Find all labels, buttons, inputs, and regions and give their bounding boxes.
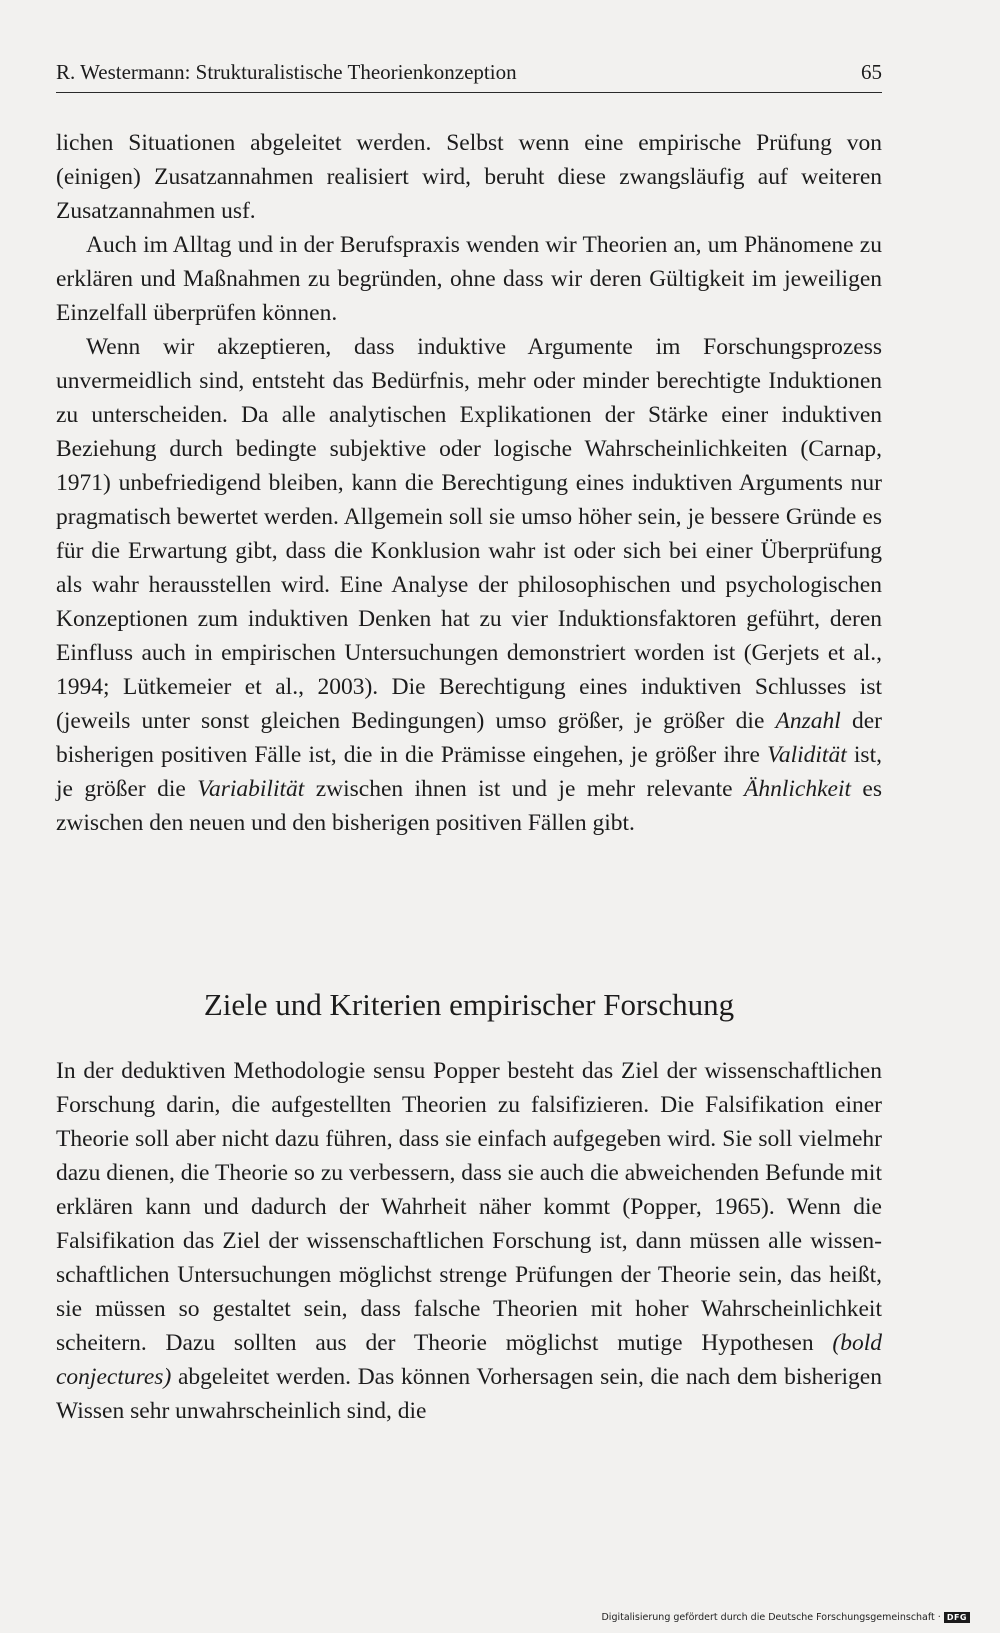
emphasis-term: Ähnlichkeit	[744, 776, 852, 802]
emphasis-term: Anzahl	[775, 708, 841, 734]
text-run: der bisherigen positiven Fälle ist, die in die Prämisse eingehen, je größer ihre	[56, 708, 882, 768]
paragraph: Auch im Alltag und in der Berufspraxis wenden wir Theorien an, um Phänomene zu erklären und Maßnahmen zu begründen, ohne dass wir deren Gültigkeit im jeweiligen Einzelfall überprüfen können.	[56, 232, 882, 326]
text-run: es zwischen den neuen und den bisherigen positiven Fällen gibt.	[56, 776, 882, 836]
text-run: In der deduktiven Methodologie sensu Popper besteht das Ziel der wissenschaftlichen Forschung darin, die aufgestellten Theorien zu falsifizieren. Die Falsifikation einer Theorie soll aber nicht dazu führen, dass sie einfach aufgegeben wird. Sie soll vielmehr dazu dienen, die Theorie so zu verbessern, dass sie auch die abweichenden Befunde mit erklären kann und dadurch der Wahrheit näher kommt (Popper, 1965). Wenn die Falsifikation das Ziel der wissenschaftlichen Forschung ist, dann müssen alle wissenschaftlichen Untersuchungen möglichst strenge Prüfungen der Theorie sein, das heißt, sie müssen so gestaltet sein, dass falsche Theorien mit hoher Wahrscheinlichkeit scheitern. Dazu sollten aus der Theorie möglichst mutige Hypothesen	[56, 1058, 882, 1356]
running-head-title: R. Westermann: Strukturalistische Theorienkonzeption	[56, 60, 517, 84]
digitization-footer	[601, 1612, 970, 1623]
emphasis-term: Validität	[767, 742, 847, 768]
body-text-section-1	[56, 126, 882, 840]
paragraph: lichen Situationen abgeleitet werden. Selbst wenn eine empirische Prüfung von (einigen) Zusatzannahmen realisiert wird, beruht diese zwangsläufig auf weiteren Zusatzannahmen usf.	[56, 130, 882, 224]
running-head	[56, 58, 882, 93]
emphasis-term: (bold conjectures)	[56, 1330, 882, 1390]
body-text-section-2	[56, 1054, 882, 1428]
paragraph	[56, 330, 882, 840]
text-run: zwischen ihnen ist und je mehr relevante	[304, 776, 744, 802]
text-run: abgeleitet werden. Das können Vorhersagen sein, die nach dem bisherigen Wissen sehr unwahrscheinlich sind, die	[56, 1364, 882, 1424]
emphasis-term: Variabilität	[197, 776, 305, 802]
text-run: Wenn wir akzeptieren, dass induktive Argumente im Forschungsprozess unvermeidlich sind, entsteht das Bedürfnis, mehr oder minder berechtigte Induktionen zu unterscheiden. Da alle analytischen Explikationen der Stärke einer induktiven Beziehung durch bedingte subjektive oder logische Wahrscheinlichkeiten (Carnap, 1971) unbefriedigend bleiben, kann die Berechtigung eines induktiven Arguments nur pragmatisch bewertet werden. Allgemein soll sie umso höher sein, je bessere Gründe es für die Erwartung gibt, dass die Konklusion wahr ist oder sich bei einer Überprüfung als wahr herausstellen wird. Eine Analyse der philosophischen und psychologischen Konzeptionen zum induktiven Denken hat zu vier Induktionsfaktoren geführt, deren Einfluss auch in empirischen Untersuchungen demonstriert worden ist (Gerjets et al., 1994; Lütkemeier et al., 2003). Die Berechtigung eines induktiven Schlusses ist (jeweils unter sonst gleichen Bedingungen) umso größer, je größer die	[56, 334, 882, 734]
page-number: 65	[861, 60, 882, 84]
text-run: ist, je größer die	[56, 742, 882, 802]
dfg-logo: DFG	[944, 1612, 970, 1623]
section-heading: Ziele und Kriterien empirischer Forschung	[203, 987, 735, 1022]
footer-text: Digitalisierung gefördert durch die Deutsche Forschungsgemeinschaft ·	[601, 1612, 941, 1623]
paragraph	[56, 1054, 882, 1428]
